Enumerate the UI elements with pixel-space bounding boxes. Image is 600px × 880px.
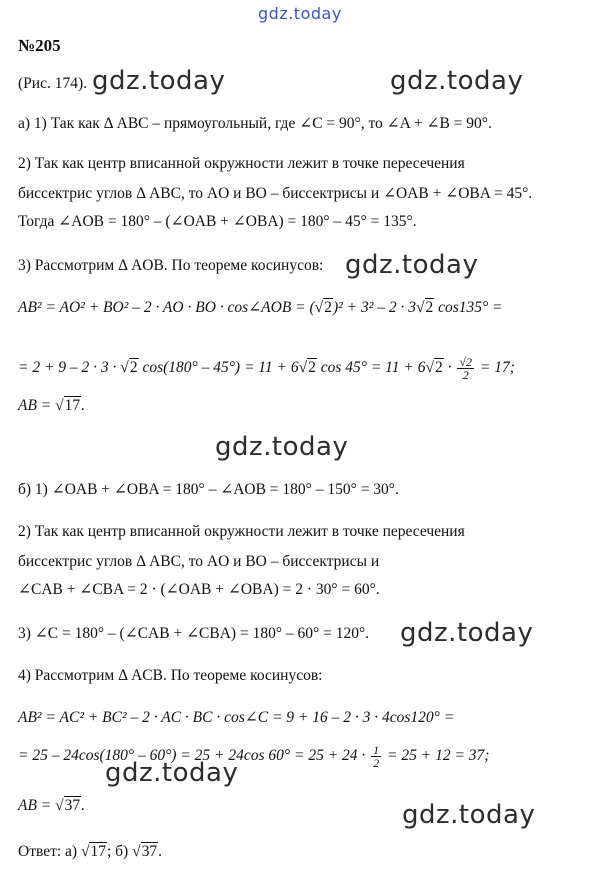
part-b-step3: 3) ∠C = 180° – (∠CAB + ∠CBA) = 180° – 60° = 120°. <box>18 625 370 642</box>
eq-text: = 2 + 9 – 2 · 3 · <box>18 359 117 377</box>
watermark-top: gdz.today <box>258 4 342 23</box>
part-a-step1: а) 1) Так как Δ ABC – прямоугольный, где ∠C = 90°, то ∠A + ∠B = 90°. <box>18 115 492 132</box>
watermark: gdz.today <box>215 432 349 462</box>
sqrt-expression: √37 <box>55 797 81 814</box>
part-b-step4: 4) Рассмотрим Δ ACB. По теореме косинусов: <box>18 667 323 684</box>
eq-text: = 25 – 24cos(180° – 60°) = 25 + 24cos 60° = 25 + 24 · <box>18 747 366 765</box>
eq-text: cos(180° – 45°) = 11 + 6 <box>142 359 299 377</box>
sqrt-expression: √2 <box>415 299 434 316</box>
eq-text: = 17; <box>479 359 515 377</box>
sqrt-expression: √17 <box>80 843 106 860</box>
eq-text: )² + 3² – 2 · 3 <box>332 299 416 316</box>
part-b-equation2 <box>18 744 489 769</box>
part-a-equation2: = 2 + 9 – 2 · 3 · √2 cos(180° – 45°) = 11 + 6√2 cos 45° = 11 + 6√2 · $\frac{√2}{2}$ = 17; <box>18 355 515 382</box>
part-a-answer: AB = √17. <box>18 397 86 414</box>
sqrt-expression: √2 <box>298 359 316 377</box>
watermark: gdz.today <box>345 250 479 280</box>
sqrt-expression: √2 <box>314 299 332 316</box>
watermark: gdz.today <box>105 758 239 788</box>
sqrt-expression: √2 <box>120 359 138 377</box>
part-b-equation1: AB² = AC² + BC² – 2 · AC · BC · cos∠C = 9 + 16 – 2 · 3 · 4cos120° = <box>18 709 455 726</box>
part-a-step2-line2: биссектрис углов Δ ABC, то AO и BO – биссектрисы и ∠OAB + ∠OBA = 45°. <box>18 185 533 202</box>
eq-text: AB² = AO² + BO² – 2 · AO · BO · cos∠AOB = ( <box>18 299 315 316</box>
problem-number: №205 <box>18 36 61 55</box>
eq-text: cos 45° = 11 + 6 <box>320 359 426 377</box>
part-a-step2-line3: Тогда ∠AOB = 180° – (∠OAB + ∠OBA) = 180° – 45° = 135°. <box>18 213 417 230</box>
sqrt-expression: √37 <box>132 843 158 860</box>
part-b-step2-line2: биссектрис углов Δ ABC, то AO и BO – биссектрисы и <box>18 553 380 570</box>
final-answer: Ответ: а) √17; б) √37. <box>18 843 162 860</box>
watermark: gdz.today <box>402 800 536 830</box>
part-b-step2-line3: ∠CAB + ∠CBA = 2 · (∠OAB + ∠OBA) = 2 · 30° = 60°. <box>18 581 380 598</box>
part-a-step3: 3) Рассмотрим Δ AOB. По теореме косинусов: <box>18 257 324 274</box>
sqrt-expression: √2 <box>425 359 443 377</box>
part-b-step2-line1: 2) Так как центр вписанной окружности лежит в точке пересечения <box>18 523 465 540</box>
part-b-step1: б) 1) ∠OAB + ∠OBA = 180° – ∠AOB = 180° – 150° = 30°. <box>18 481 399 498</box>
fraction: $\frac{√2}{2}$ <box>459 355 472 382</box>
sqrt-expression: √17 <box>55 397 81 414</box>
eq-text: = 25 + 12 = 37; <box>387 747 490 765</box>
watermark: gdz.today <box>390 66 524 96</box>
part-a-step2-line1: 2) Так как центр вписанной окружности лежит в точке пересечения <box>18 155 465 172</box>
part-a-equation1 <box>18 298 503 318</box>
watermark: gdz.today <box>92 66 226 96</box>
eq-text: cos135° = <box>438 299 503 316</box>
figure-reference: (Рис. 174). <box>18 75 87 92</box>
fraction: $\frac{1}{2}$ <box>373 743 380 770</box>
part-b-answer: AB = √37. <box>18 797 86 814</box>
watermark: gdz.today <box>400 618 534 648</box>
